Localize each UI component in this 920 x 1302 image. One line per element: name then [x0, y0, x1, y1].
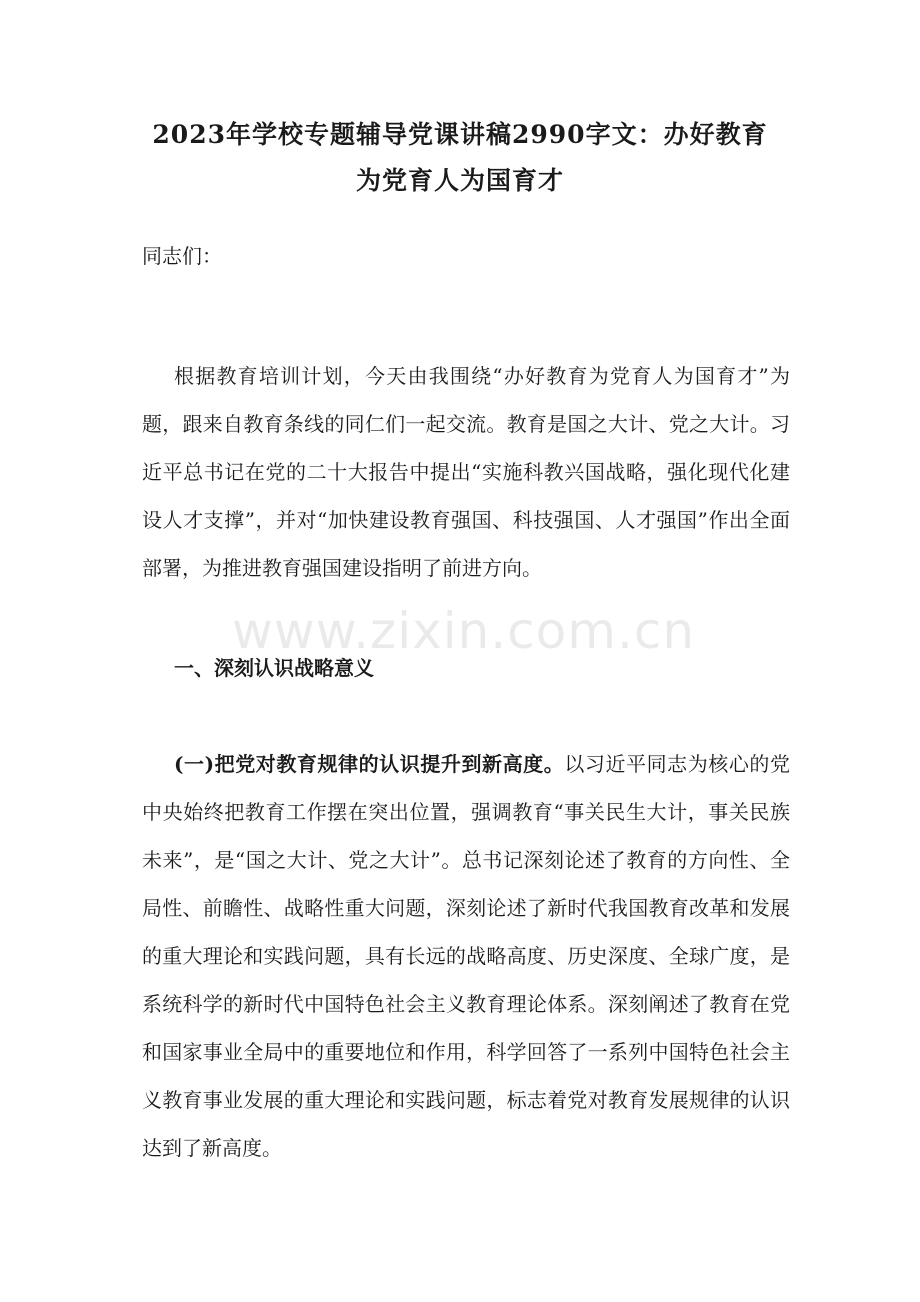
paragraph-intro: 根据教育培训计划，今天由我围绕“办好教育为党育人为国育才”为题，跟来自教育条线的同仁们一起交流。教育是国之大计、党之大计。习近平总书记在党的二十大报告中提出“实施科教兴国战略，强化现代化建设人才支撑”，并对“加快建设教育强国、科技强国、人才强国”作出全面部署，为推进教育强国建设指明了前进方向。	[142, 364, 790, 580]
title-line-1: 2023年学校专题辅导党课讲稿2990字文：办好教育	[152, 120, 768, 149]
paragraph-section-1-1	[142, 740, 790, 1172]
paragraph-lead: (一)把党对教育规律的认识提升到新高度。	[174, 752, 565, 776]
greeting: 同志们：	[142, 244, 222, 268]
paragraph-body: 以习近平同志为核心的党中央始终把教育工作摆在突出位置，强调教育“事关民生大计，事关民族未来”，是“国之大计、党之大计”。总书记深刻论述了教育的方向性、全局性、前瞻性、战略性重大问题，深刻论述了新时代我国教育改革和发展的重大理论和实践问题，具有长远的战略高度、历史深度、全球广度，是系统科学的新时代中国特色社会主义教育理论体系。深刻阐述了教育在党和国家事业全局中的重要地位和作用，科学回答了一系列中国特色社会主义教育事业发展的重大理论和实践问题，标志着党对教育发展规律的认识达到了新高度。	[142, 752, 791, 1160]
title-line-2: 为党育人为国育才	[355, 166, 564, 195]
document-title	[120, 112, 800, 204]
section-heading-1: 一、深刻认识战略意义	[174, 656, 374, 680]
watermark: www.zixin.com.cn	[232, 602, 696, 660]
